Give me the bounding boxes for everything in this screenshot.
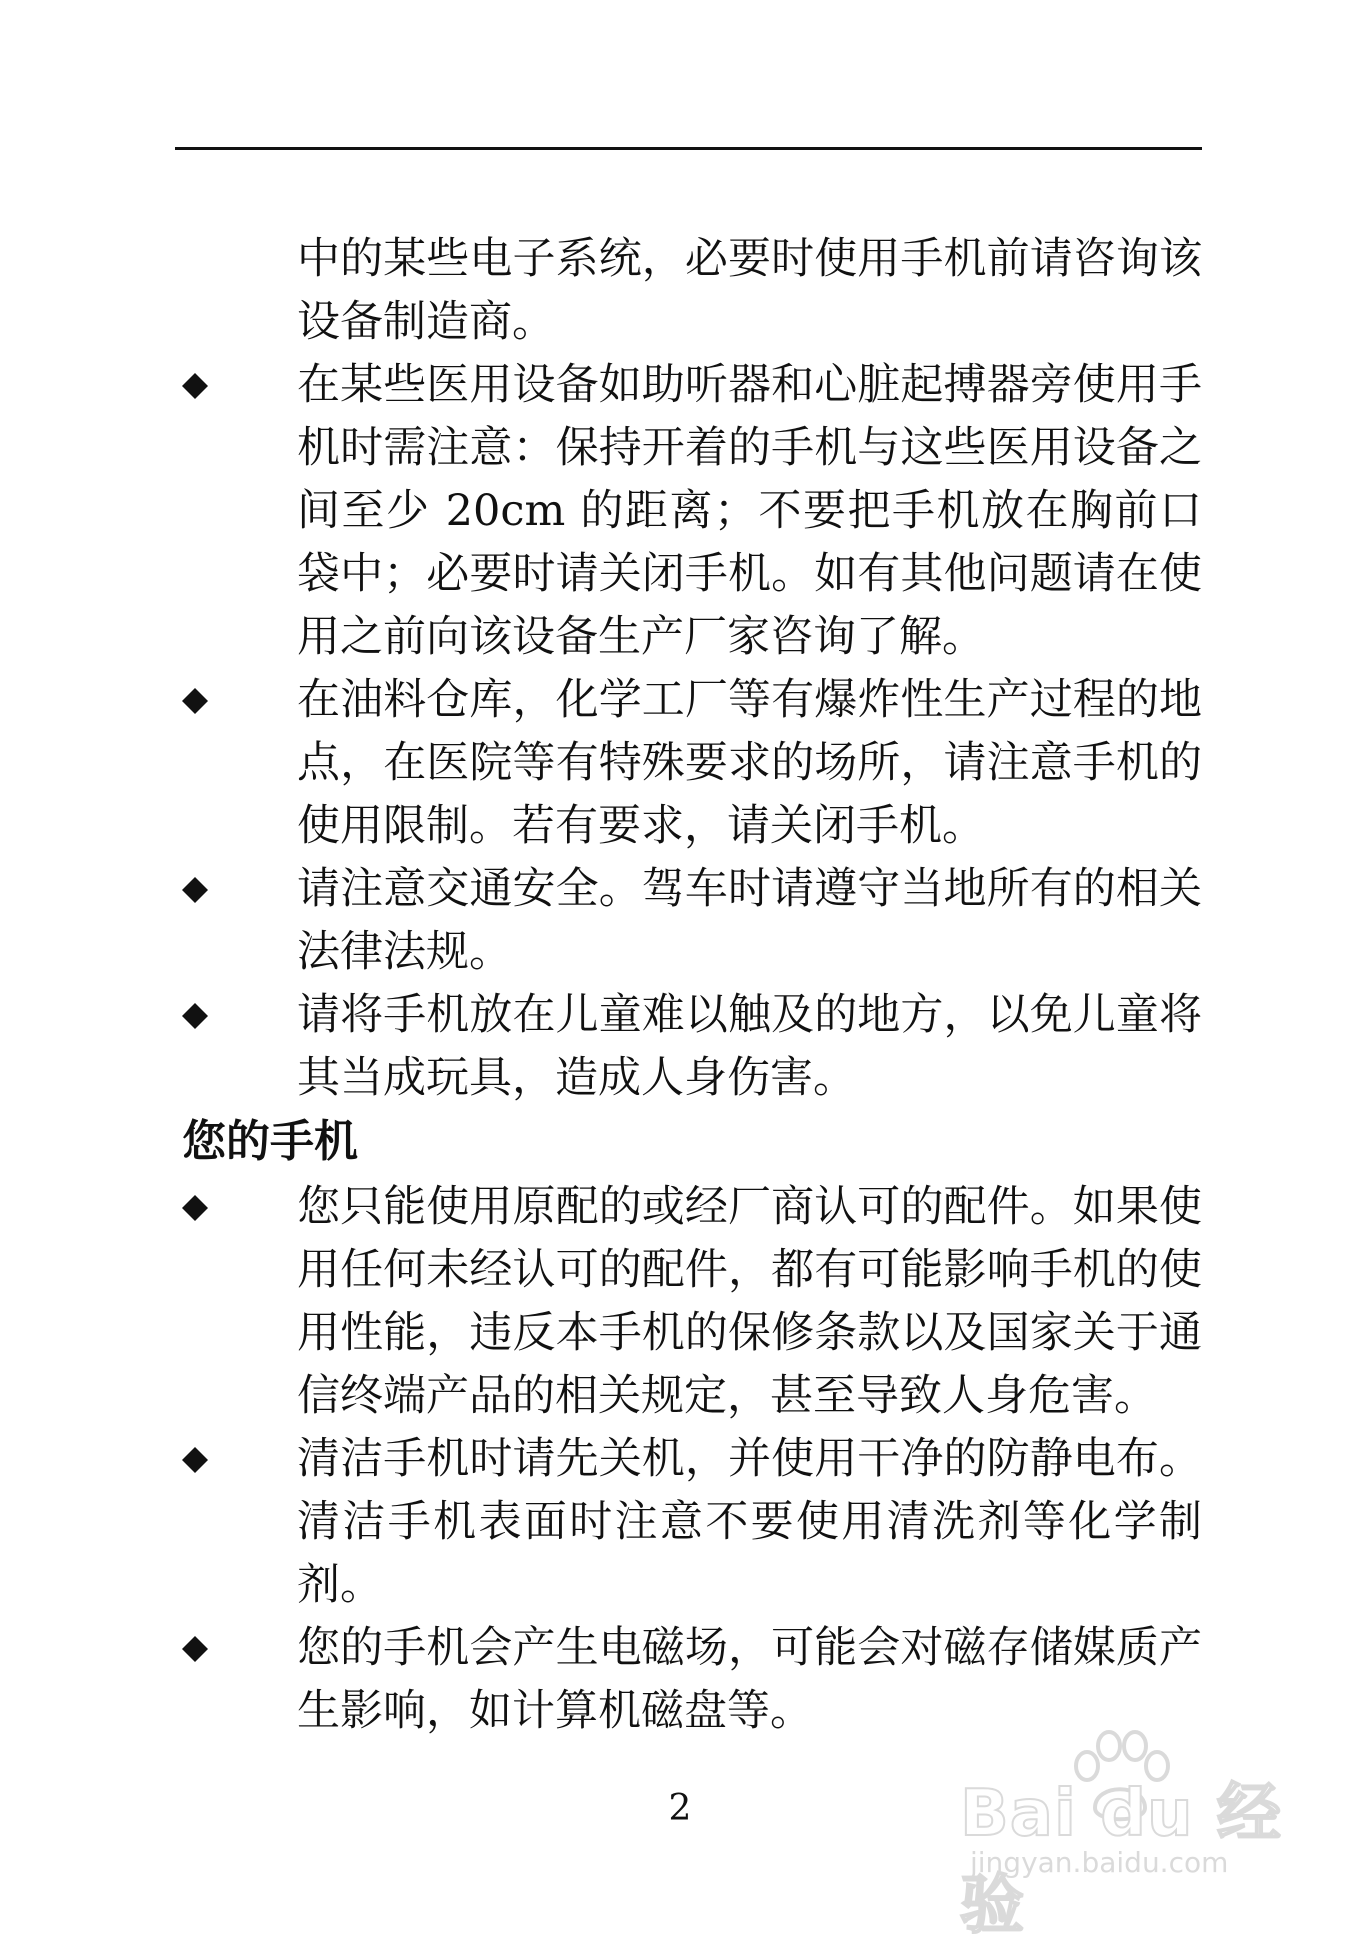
diamond-bullet-icon (182, 1447, 208, 1473)
list-item-text: 请将手机放在儿童难以触及的地方，以免儿童将其当成玩具，造成人身伤害。 (297, 990, 1202, 1103)
phone-care-list (182, 1176, 1202, 1743)
watermark-brand: Bai du 经验 (960, 1777, 1282, 1943)
diamond-bullet-icon (182, 877, 208, 903)
list-item (182, 354, 1202, 669)
watermark-url: jingyan.baidu.com (970, 1846, 1229, 1879)
diamond-bullet-icon (182, 1636, 208, 1662)
list-item (182, 1428, 1202, 1617)
list-item (182, 984, 1202, 1110)
list-item-text: 请注意交通安全。驾车时请遵守当地所有的相关法律法规。 (297, 864, 1202, 977)
safety-list (182, 228, 1202, 1110)
list-item-text: 您的手机会产生电磁场，可能会对磁存储媒质产生影响，如计算机磁盘等。 (297, 1623, 1202, 1736)
document-body (182, 228, 1202, 1743)
diamond-bullet-icon (182, 1003, 208, 1029)
list-item (182, 669, 1202, 858)
list-item (182, 228, 1202, 354)
list-item-text: 在油料仓库，化学工厂等有爆炸性生产过程的地点，在医院等有特殊要求的场所，请注意手机的使用限制。若有要求，请关闭手机。 (297, 675, 1202, 851)
diamond-bullet-icon (182, 373, 208, 399)
list-item (182, 1617, 1202, 1743)
list-item-text: 您只能使用原配的或经厂商认可的配件。如果使用任何未经认可的配件，都有可能影响手机的使用性能，违反本手机的保修条款以及国家关于通信终端产品的相关规定，甚至导致人身危害。 (297, 1182, 1202, 1421)
list-item (182, 1176, 1202, 1428)
header-rule (175, 147, 1202, 150)
diamond-bullet-icon (182, 688, 208, 714)
page-number: 2 (668, 1788, 692, 1829)
list-item-text: 中的某些电子系统，必要时使用手机前请咨询该设备制造商。 (297, 234, 1202, 347)
list-item (182, 858, 1202, 984)
list-item-text: 清洁手机时请先关机，并使用干净的防静电布。清洁手机表面时注意不要使用清洗剂等化学制剂。 (297, 1434, 1202, 1610)
diamond-bullet-icon (182, 1195, 208, 1221)
baidu-jingyan-watermark (960, 1728, 1340, 1943)
section-heading: 您的手机 (182, 1116, 358, 1167)
list-item-text: 在某些医用设备如助听器和心脏起搏器旁使用手机时需注意：保持开着的手机与这些医用设备之间至少 20cm 的距离；不要把手机放在胸前口袋中；必要时请关闭手机。如有其他问题请在使用之前向该设备生产厂家咨询了解。 (297, 360, 1202, 662)
